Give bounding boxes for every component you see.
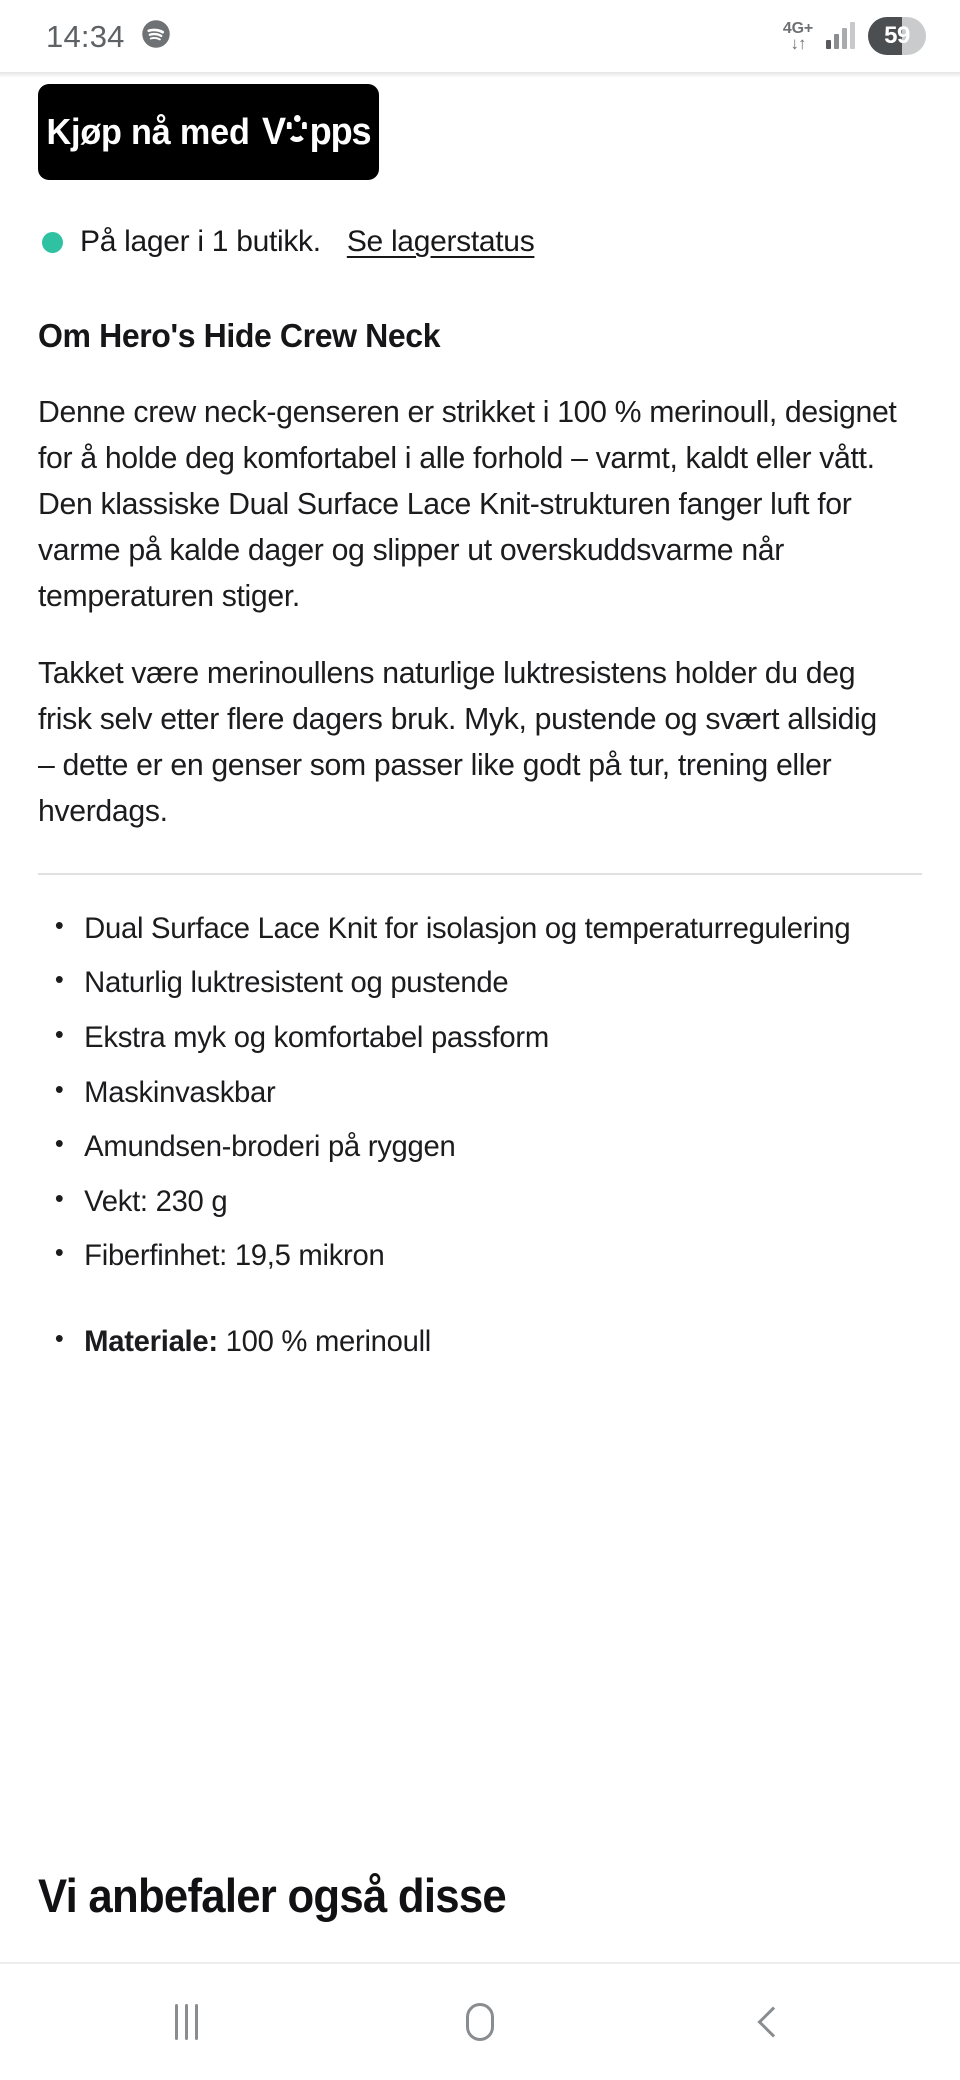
buy-with-vipps-button[interactable] bbox=[38, 84, 379, 180]
buy-button-label bbox=[47, 111, 371, 154]
list-item: • Fiberfinhet: 19,5 mikron bbox=[52, 1235, 900, 1278]
about-heading: Om Hero's Hide Crew Neck bbox=[38, 317, 441, 354]
network-generation-label: 4G+ bbox=[782, 19, 813, 37]
stock-status-text: På lager i 1 butikk. bbox=[80, 225, 321, 258]
list-item: • Maskinvaskbar bbox=[52, 1072, 900, 1115]
list-item: • Vekt: 230 g bbox=[52, 1181, 900, 1224]
list-item: • Ekstra myk og komfortabel passform bbox=[52, 1017, 900, 1060]
vipps-smile-icon bbox=[286, 114, 309, 144]
back-button[interactable] bbox=[698, 1964, 848, 2080]
back-chevron-icon bbox=[758, 2006, 789, 2037]
network-type-icon bbox=[783, 21, 813, 52]
android-navigation-bar bbox=[0, 1962, 960, 2080]
network-traffic-arrows: ↓↑ bbox=[790, 33, 806, 53]
signal-strength-icon bbox=[826, 23, 855, 49]
status-bar-right bbox=[783, 17, 926, 55]
recommendations-heading: Vi anbefaler også disse bbox=[38, 1869, 506, 1922]
see-stock-status-link[interactable]: Se lagerstatus bbox=[346, 225, 535, 258]
spotify-icon bbox=[141, 19, 171, 54]
status-clock: 14:34 bbox=[46, 18, 125, 54]
vipps-logo-v: V bbox=[262, 110, 285, 153]
battery-icon bbox=[868, 17, 926, 55]
stock-status-row bbox=[42, 224, 922, 260]
home-icon bbox=[466, 2003, 494, 2041]
battery-percent-label: 59 bbox=[884, 22, 910, 49]
vipps-logo-pps: pps bbox=[309, 110, 371, 153]
buy-button-prefix: Kjøp nå med bbox=[46, 110, 250, 152]
about-paragraph-2: Takket være merinoullens naturlige luktresistens holder du deg frisk selv etter flere dagers bruk. Myk, pustende og svært allsidig – dette er en genser som passer like godt på tur, trening eller hverdags. bbox=[38, 655, 877, 828]
page-content bbox=[0, 78, 960, 1962]
material-list-item bbox=[52, 1321, 900, 1364]
list-item: • Amundsen-broderi på ryggen bbox=[52, 1126, 900, 1169]
recent-apps-icon bbox=[175, 2004, 198, 2040]
stock-status-dot-icon bbox=[42, 232, 63, 253]
recent-apps-button[interactable] bbox=[112, 1964, 262, 2080]
status-bar bbox=[0, 0, 960, 72]
section-divider bbox=[38, 873, 922, 875]
about-paragraph-1: Denne crew neck-genseren er strikket i 100 % merinoull, designet for å holde deg komfortabel i alle forhold – varmt, kaldt eller vått. Den klassiske Dual Surface Lace Knit-strukturen fanger luft for varme på kalde dager og slipper ut overskuddsvarme når temperaturen stiger. bbox=[38, 394, 897, 613]
list-item: • Naturlig luktresistent og pustende bbox=[52, 962, 900, 1005]
material-label: Materiale: bbox=[84, 1325, 218, 1359]
list-item: • Dual Surface Lace Knit for isolasjon og temperaturregulering bbox=[52, 908, 900, 951]
status-bar-left bbox=[46, 19, 171, 54]
home-button[interactable] bbox=[405, 1964, 555, 2080]
vipps-logo bbox=[262, 111, 370, 154]
material-value: 100 % merinoull bbox=[225, 1325, 432, 1359]
feature-list bbox=[52, 908, 900, 1364]
